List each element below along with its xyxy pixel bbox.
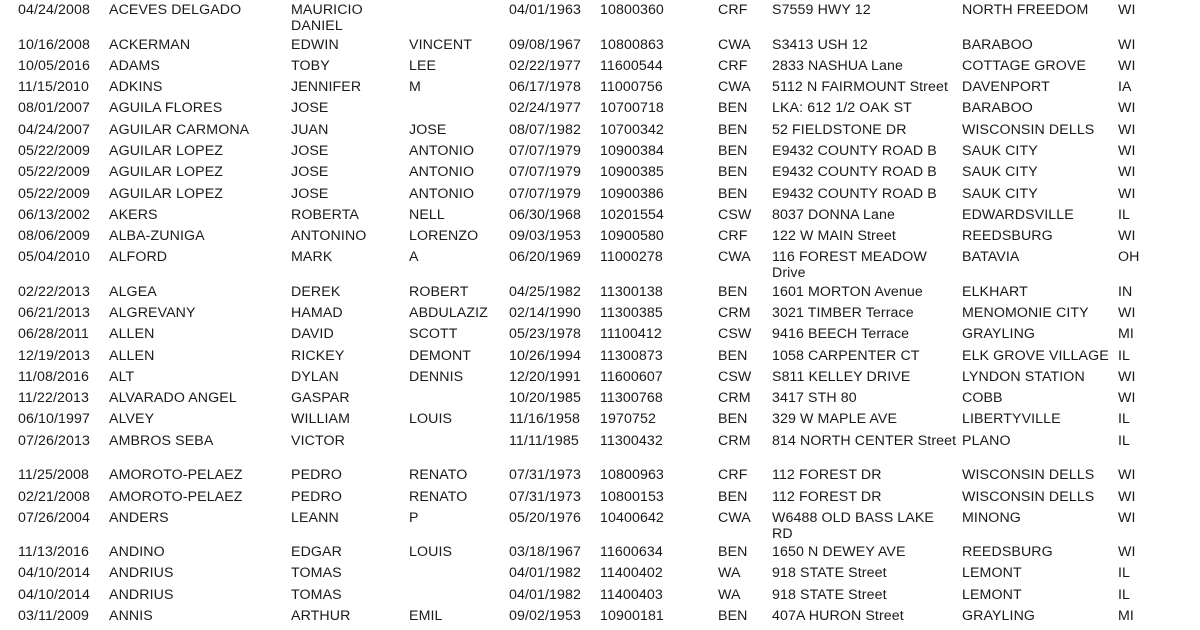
cell-last-name: ALT: [109, 369, 135, 385]
table-row: [0, 369, 1200, 390]
cell-address: 407A HURON Street: [772, 608, 904, 624]
cell-birth-date: 07/07/1979: [509, 143, 582, 159]
cell-middle-name: ROBERT: [409, 284, 469, 300]
cell-first-name: GASPAR: [291, 390, 350, 406]
cell-case-type: CWA: [718, 79, 751, 95]
table-row: [0, 510, 1200, 542]
cell-address: 2833 NASHUA Lane: [772, 58, 903, 74]
cell-case-type: BEN: [718, 122, 748, 138]
cell-birth-date: 04/01/1982: [509, 587, 582, 603]
cell-address: 1058 CARPENTER CT: [772, 348, 920, 364]
cell-case-number: 1970752: [600, 411, 656, 427]
cell-case-number: 11300873: [600, 348, 663, 364]
cell-birth-date: 12/20/1991: [509, 369, 582, 385]
cell-city: SAUK CITY: [962, 143, 1038, 159]
cell-date: 12/19/2013: [18, 348, 91, 364]
cell-birth-date: 11/16/1958: [509, 411, 580, 427]
table-row: [0, 544, 1200, 565]
cell-case-type: BEN: [718, 186, 748, 202]
cell-address: S3413 USH 12: [772, 37, 868, 53]
cell-case-type: BEN: [718, 489, 748, 505]
cell-birth-date: 06/30/1968: [509, 207, 582, 223]
cell-date: 06/13/2002: [18, 207, 91, 223]
cell-middle-name: ANTONIO: [409, 164, 475, 180]
cell-date: 11/15/2010: [18, 79, 89, 95]
cell-birth-date: 02/24/1977: [509, 100, 582, 116]
cell-middle-name: DEMONT: [409, 348, 472, 364]
cell-birth-date: 04/25/1982: [509, 284, 582, 300]
cell-birth-date: 03/18/1967: [509, 544, 582, 560]
cell-city: MENOMONIE CITY: [962, 305, 1089, 321]
cell-address: S7559 HWY 12: [772, 2, 871, 18]
cell-last-name: ACKERMAN: [109, 37, 191, 53]
table-row: [0, 164, 1200, 185]
cell-case-type: CRM: [718, 390, 751, 406]
cell-case-number: 10800360: [600, 2, 664, 18]
cell-middle-name: SCOTT: [409, 326, 458, 342]
cell-case-number: 10201554: [600, 207, 664, 223]
cell-address: 112 FOREST DR: [772, 489, 882, 505]
cell-last-name: AGUILA FLORES: [109, 100, 223, 116]
cell-birth-date: 09/02/1953: [509, 608, 582, 624]
cell-case-type: CRF: [718, 2, 748, 18]
table-row: [0, 100, 1200, 121]
cell-last-name: AGUILAR LOPEZ: [109, 164, 224, 180]
cell-city: EDWARDSVILLE: [962, 207, 1074, 223]
cell-address: 8037 DONNA Lane: [772, 207, 895, 223]
table-row: [0, 284, 1200, 305]
cell-case-number: 11600544: [600, 58, 663, 74]
cell-last-name: ALFORD: [109, 249, 168, 265]
cell-last-name: ALLEN: [109, 348, 155, 364]
cell-case-number: 10900580: [600, 228, 664, 244]
cell-first-name: TOMAS: [291, 587, 342, 603]
cell-case-type: CRM: [718, 305, 751, 321]
cell-middle-name: M: [409, 79, 421, 95]
cell-state: IL: [1118, 411, 1131, 427]
cell-last-name: ANNIS: [109, 608, 153, 624]
cell-state: WI: [1118, 390, 1136, 406]
cell-state: WI: [1118, 122, 1136, 138]
cell-city: COTTAGE GROVE: [962, 58, 1087, 74]
cell-state: WI: [1118, 510, 1136, 526]
cell-birth-date: 07/31/1973: [509, 489, 582, 505]
cell-first-name: JOSE: [291, 164, 329, 180]
cell-state: WI: [1118, 489, 1136, 505]
cell-city: WISCONSIN DELLS: [962, 489, 1095, 505]
cell-last-name: AKERS: [109, 207, 158, 223]
cell-middle-name: JOSE: [409, 122, 447, 138]
cell-case-number: 11300138: [600, 284, 663, 300]
cell-first-name: JOSE: [291, 100, 329, 116]
cell-middle-name: VINCENT: [409, 37, 472, 53]
cell-case-number: 10700342: [600, 122, 664, 138]
cell-state: MI: [1118, 326, 1134, 342]
cell-last-name: AMOROTO-PELAEZ: [109, 467, 243, 483]
cell-birth-date: 05/23/1978: [509, 326, 582, 342]
cell-case-type: BEN: [718, 348, 748, 364]
cell-middle-name: ANTONIO: [409, 186, 475, 202]
cell-first-name: LEANN: [291, 510, 339, 526]
cell-first-name: ARTHUR: [291, 608, 351, 624]
cell-date: 07/26/2004: [18, 510, 91, 526]
table-row: [0, 37, 1200, 58]
cell-address: W6488 OLD BASS LAKE RD: [772, 510, 934, 542]
cell-middle-name: LORENZO: [409, 228, 479, 244]
cell-date: 05/04/2010: [18, 249, 91, 265]
table-row: [0, 587, 1200, 608]
cell-birth-date: 07/07/1979: [509, 186, 582, 202]
cell-first-name: DEREK: [291, 284, 341, 300]
cell-birth-date: 02/14/1990: [509, 305, 582, 321]
cell-state: WI: [1118, 544, 1136, 560]
cell-birth-date: 10/26/1994: [509, 348, 582, 364]
cell-last-name: ADKINS: [109, 79, 163, 95]
table-row: [0, 489, 1200, 510]
cell-birth-date: 11/11/1985: [509, 433, 579, 449]
cell-case-type: BEN: [718, 608, 748, 624]
cell-address: 112 FOREST DR: [772, 467, 882, 483]
cell-first-name: DAVID: [291, 326, 334, 342]
cell-date: 07/26/2013: [18, 433, 91, 449]
cell-state: WI: [1118, 305, 1136, 321]
cell-date: 11/13/2016: [18, 544, 89, 560]
cell-date: 06/21/2013: [18, 305, 91, 321]
cell-date: 03/11/2009: [18, 608, 89, 624]
cell-address: E9432 COUNTY ROAD B: [772, 143, 937, 159]
cell-middle-name: LOUIS: [409, 411, 453, 427]
table-row: [0, 608, 1200, 629]
cell-case-type: CWA: [718, 249, 751, 265]
cell-middle-name: ANTONIO: [409, 143, 475, 159]
cell-date: 02/22/2013: [18, 284, 91, 300]
cell-case-number: 11300768: [600, 390, 663, 406]
cell-case-type: BEN: [718, 544, 748, 560]
cell-first-name: TOBY: [291, 58, 330, 74]
cell-state: WI: [1118, 58, 1136, 74]
table-row: [0, 249, 1200, 281]
cell-date: 05/22/2009: [18, 164, 91, 180]
cell-date: 11/08/2016: [18, 369, 89, 385]
cell-middle-name: ABDULAZIZ: [409, 305, 488, 321]
cell-date: 08/01/2007: [18, 100, 91, 116]
cell-address: E9432 COUNTY ROAD B: [772, 186, 937, 202]
cell-address: 5112 N FAIRMOUNT Street: [772, 79, 949, 95]
cell-date: 04/24/2007: [18, 122, 91, 138]
cell-case-type: CSW: [718, 207, 752, 223]
cell-state: WI: [1118, 143, 1136, 159]
cell-case-type: CRM: [718, 433, 751, 449]
cell-birth-date: 07/31/1973: [509, 467, 582, 483]
cell-state: IL: [1118, 348, 1131, 364]
cell-address: 3417 STH 80: [772, 390, 857, 406]
cell-date: 05/22/2009: [18, 186, 91, 202]
cell-city: REEDSBURG: [962, 544, 1053, 560]
cell-case-type: CRF: [718, 58, 748, 74]
cell-state: IL: [1118, 207, 1131, 223]
cell-middle-name: EMIL: [409, 608, 443, 624]
cell-case-number: 11400403: [600, 587, 663, 603]
cell-case-number: 11300432: [600, 433, 663, 449]
cell-case-type: CRF: [718, 467, 748, 483]
cell-birth-date: 07/07/1979: [509, 164, 582, 180]
cell-last-name: AGUILAR LOPEZ: [109, 186, 224, 202]
cell-case-number: 10900384: [600, 143, 664, 159]
cell-address: LKA: 612 1/2 OAK ST: [772, 100, 912, 116]
cell-city: BATAVIA: [962, 249, 1020, 265]
cell-state: WI: [1118, 2, 1136, 18]
cell-case-type: CWA: [718, 510, 751, 526]
cell-city: ELKHART: [962, 284, 1028, 300]
cell-middle-name: DENNIS: [409, 369, 464, 385]
cell-city: MINONG: [962, 510, 1021, 526]
cell-state: IL: [1118, 587, 1131, 603]
cell-city: GRAYLING: [962, 326, 1036, 342]
cell-case-type: BEN: [718, 164, 748, 180]
cell-address: 1601 MORTON Avenue: [772, 284, 923, 300]
cell-middle-name: RENATO: [409, 467, 468, 483]
cell-middle-name: RENATO: [409, 489, 468, 505]
cell-state: WI: [1118, 164, 1136, 180]
cell-birth-date: 08/07/1982: [509, 122, 582, 138]
cell-birth-date: 02/22/1977: [509, 58, 582, 74]
cell-birth-date: 04/01/1982: [509, 565, 582, 581]
cell-case-number: 10900386: [600, 186, 664, 202]
table-row: [0, 207, 1200, 228]
cell-address: 116 FOREST MEADOW Drive: [772, 249, 927, 281]
cell-first-name: PEDRO: [291, 467, 342, 483]
cell-case-number: 11000278: [600, 249, 663, 265]
cell-case-number: 11100412: [600, 326, 662, 342]
cell-case-number: 11400402: [600, 565, 663, 581]
cell-address: 122 W MAIN Street: [772, 228, 896, 244]
cell-city: REEDSBURG: [962, 228, 1053, 244]
table-row: [0, 348, 1200, 369]
cell-state: WI: [1118, 467, 1136, 483]
cell-first-name: RICKEY: [291, 348, 345, 364]
cell-city: DAVENPORT: [962, 79, 1050, 95]
table-row: [0, 467, 1200, 488]
cell-middle-name: NELL: [409, 207, 445, 223]
cell-first-name: ANTONINO: [291, 228, 367, 244]
cell-state: WI: [1118, 228, 1136, 244]
cell-date: 08/06/2009: [18, 228, 91, 244]
cell-first-name: DYLAN: [291, 369, 339, 385]
cell-case-type: CRF: [718, 228, 748, 244]
cell-date: 06/28/2011: [18, 326, 89, 342]
cell-last-name: AGUILAR LOPEZ: [109, 143, 224, 159]
cell-last-name: ACEVES DELGADO: [109, 2, 242, 18]
cell-birth-date: 10/20/1985: [509, 390, 582, 406]
cell-city: ELK GROVE VILLAGE: [962, 348, 1109, 364]
cell-case-number: 10800863: [600, 37, 664, 53]
cell-birth-date: 05/20/1976: [509, 510, 582, 526]
cell-state: OH: [1118, 249, 1140, 265]
cell-birth-date: 06/17/1978: [509, 79, 582, 95]
cell-last-name: ANDRIUS: [109, 565, 174, 581]
cell-last-name: AMBROS SEBA: [109, 433, 214, 449]
cell-birth-date: 09/08/1967: [509, 37, 582, 53]
cell-city: LYNDON STATION: [962, 369, 1085, 385]
cell-case-type: CWA: [718, 37, 751, 53]
cell-case-number: 10900181: [600, 608, 664, 624]
cell-birth-date: 06/20/1969: [509, 249, 582, 265]
cell-last-name: ALVARADO ANGEL: [109, 390, 237, 406]
cell-state: WI: [1118, 369, 1136, 385]
cell-birth-date: 09/03/1953: [509, 228, 582, 244]
cell-first-name: JOSE: [291, 186, 329, 202]
cell-date: 10/16/2008: [18, 37, 91, 53]
cell-city: GRAYLING: [962, 608, 1036, 624]
cell-middle-name: P: [409, 510, 419, 526]
cell-state: IL: [1118, 433, 1131, 449]
cell-date: 04/10/2014: [18, 565, 91, 581]
cell-first-name: HAMAD: [291, 305, 343, 321]
cell-state: WI: [1118, 100, 1136, 116]
cell-address: 1650 N DEWEY AVE: [772, 544, 906, 560]
cell-address: 3021 TIMBER Terrace: [772, 305, 914, 321]
cell-middle-name: A: [409, 249, 419, 265]
cell-last-name: ALVEY: [109, 411, 155, 427]
cell-middle-name: LEE: [409, 58, 437, 74]
cell-date: 04/24/2008: [18, 2, 91, 18]
cell-first-name: EDWIN: [291, 37, 339, 53]
cell-address: 918 STATE Street: [772, 587, 887, 603]
cell-city: SAUK CITY: [962, 164, 1038, 180]
cell-last-name: ALGREVANY: [109, 305, 196, 321]
cell-last-name: ANDRIUS: [109, 587, 174, 603]
cell-date: 11/25/2008: [18, 467, 89, 483]
cell-last-name: ALGEA: [109, 284, 157, 300]
cell-last-name: ADAMS: [109, 58, 160, 74]
cell-date: 04/10/2014: [18, 587, 91, 603]
table-row: [0, 228, 1200, 249]
table-row: [0, 79, 1200, 100]
cell-last-name: ANDERS: [109, 510, 169, 526]
cell-last-name: AMOROTO-PELAEZ: [109, 489, 243, 505]
cell-last-name: ALBA-ZUNIGA: [109, 228, 205, 244]
cell-first-name: VICTOR: [291, 433, 345, 449]
table-row: [0, 58, 1200, 79]
cell-city: LEMONT: [962, 565, 1022, 581]
cell-city: WISCONSIN DELLS: [962, 467, 1095, 483]
cell-first-name: TOMAS: [291, 565, 342, 581]
cell-state: IN: [1118, 284, 1133, 300]
table-row: [0, 122, 1200, 143]
cell-state: IL: [1118, 565, 1131, 581]
cell-first-name: JENNIFER: [291, 79, 362, 95]
cell-date: 02/21/2008: [18, 489, 91, 505]
cell-first-name: EDGAR: [291, 544, 342, 560]
cell-address: 918 STATE Street: [772, 565, 887, 581]
cell-address: 329 W MAPLE AVE: [772, 411, 898, 427]
cell-address: 814 NORTH CENTER Street: [772, 433, 957, 449]
cell-address: 52 FIELDSTONE DR: [772, 122, 907, 138]
cell-state: MI: [1118, 608, 1134, 624]
cell-case-type: WA: [718, 587, 741, 603]
cell-case-number: 11000756: [600, 79, 663, 95]
cell-case-type: BEN: [718, 411, 748, 427]
table-row: [0, 2, 1200, 34]
cell-city: SAUK CITY: [962, 186, 1038, 202]
cell-case-type: WA: [718, 565, 741, 581]
cell-case-type: BEN: [718, 284, 748, 300]
cell-first-name: ROBERTA: [291, 207, 359, 223]
cell-first-name: WILLIAM: [291, 411, 351, 427]
cell-state: IA: [1118, 79, 1132, 95]
cell-state: WI: [1118, 186, 1136, 202]
cell-city: LIBERTYVILLE: [962, 411, 1061, 427]
cell-case-type: BEN: [718, 143, 748, 159]
table-row: [0, 411, 1200, 432]
cell-case-number: 10800963: [600, 467, 664, 483]
cell-city: BARABOO: [962, 37, 1033, 53]
cell-first-name: MARK: [291, 249, 333, 265]
table-row: [0, 433, 1200, 454]
cell-birth-date: 04/01/1963: [509, 2, 582, 18]
cell-case-number: 11600634: [600, 544, 663, 560]
cell-address: 9416 BEECH Terrace: [772, 326, 910, 342]
cell-first-name: JUAN: [291, 122, 329, 138]
table-row: [0, 390, 1200, 411]
table-row: [0, 565, 1200, 586]
cell-case-type: CSW: [718, 326, 752, 342]
cell-case-type: BEN: [718, 100, 748, 116]
cell-date: 05/22/2009: [18, 143, 91, 159]
cell-case-number: 10400642: [600, 510, 664, 526]
cell-address: S811 KELLEY DRIVE: [772, 369, 911, 385]
cell-first-name: MAURICIO DANIEL: [291, 2, 363, 34]
cell-case-number: 10800153: [600, 489, 664, 505]
cell-city: LEMONT: [962, 587, 1022, 603]
cell-case-type: CSW: [718, 369, 752, 385]
cell-city: PLANO: [962, 433, 1011, 449]
cell-case-number: 11600607: [600, 369, 663, 385]
cell-date: 06/10/1997: [18, 411, 91, 427]
cell-case-number: 10900385: [600, 164, 664, 180]
cell-last-name: ANDINO: [109, 544, 165, 560]
cell-last-name: AGUILAR CARMONA: [109, 122, 250, 138]
cell-case-number: 11300385: [600, 305, 663, 321]
table-row: [0, 186, 1200, 207]
table-row: [0, 326, 1200, 347]
cell-city: BARABOO: [962, 100, 1033, 116]
table-row: [0, 305, 1200, 326]
cell-middle-name: LOUIS: [409, 544, 453, 560]
cell-date: 11/22/2013: [18, 390, 89, 406]
cell-city: NORTH FREEDOM: [962, 2, 1089, 18]
table-row: [0, 143, 1200, 164]
cell-last-name: ALLEN: [109, 326, 155, 342]
cell-first-name: JOSE: [291, 143, 329, 159]
cell-first-name: PEDRO: [291, 489, 342, 505]
cell-case-number: 10700718: [600, 100, 664, 116]
cell-date: 10/05/2016: [18, 58, 91, 74]
cell-address: E9432 COUNTY ROAD B: [772, 164, 937, 180]
cell-city: WISCONSIN DELLS: [962, 122, 1095, 138]
cell-city: COBB: [962, 390, 1003, 406]
cell-state: WI: [1118, 37, 1136, 53]
